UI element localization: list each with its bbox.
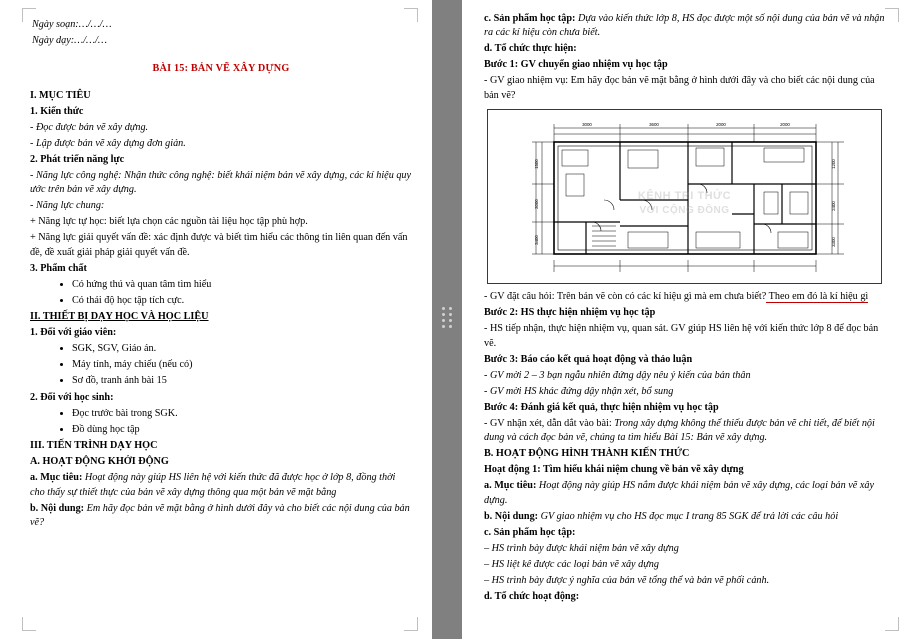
- para-hd1-muc-tieu: [484, 479, 891, 508]
- heading-to-chuc-thuc-hien: d. Tổ chức thực hiện:: [484, 43, 577, 55]
- watermark: [638, 189, 731, 219]
- drag-grip-icon[interactable]: [442, 307, 452, 333]
- text-dat-cau-hoi-underlined: Theo em đó là kí hiệu gì: [766, 291, 869, 303]
- para-buoc-3-body-2: - GV mời HS khác đứng dậy nhận xét, bổ sung: [484, 385, 674, 397]
- heading-hoat-dong-1: Hoạt động 1: Tìm hiểu khái niệm chung về bản vẽ xây dựng: [484, 464, 744, 476]
- dim-top-4: 2000: [780, 122, 790, 128]
- margin-mark-top-right: [404, 8, 418, 22]
- dim-left-3: 3400: [534, 235, 539, 246]
- list-pham-chat: [30, 278, 412, 308]
- dim-left-2: 2000: [534, 199, 539, 210]
- watermark-line-2: VỚI CỘNG ĐỒNG: [639, 205, 730, 217]
- dim-top-1: 3000: [582, 122, 592, 128]
- para-hd1-sp-2: – HS liệt kê được các loại bản vẽ xây dựng: [484, 558, 659, 570]
- text-hd1-muc-tieu: Hoạt động này giúp HS nắm được khái niệm bản vẽ xây dựng, các loại bản vẽ xây dựng.: [484, 480, 874, 506]
- list-item: • Sơ đồ, tranh ảnh bài 15: [72, 374, 412, 388]
- heading-muc-tieu: I. MỤC TIÊU: [30, 89, 91, 101]
- para-giao-nhiem-vu: - GV giao nhiệm vụ: Em hãy đọc bản vẽ mặt bằng ở hình dưới đây và cho biết các nội dung của bản vẽ?: [484, 75, 875, 101]
- dim-right-1: 1200: [831, 159, 836, 170]
- margin-mark-top-left: [22, 8, 36, 22]
- heading-doi-voi-giao-vien: 1. Đối với giáo viên:: [30, 327, 117, 339]
- list-hoc-sinh: [30, 407, 412, 437]
- text-buoc-4-quote: Trong xây dựng không thể thiếu được bản vẽ chi tiết, để biết nội dung và cách đọc bản vẽ, chúng ta tìm hiểu Bài 15: Bản vẽ xây dựng.: [484, 417, 875, 444]
- heading-hd1-san-pham: c. Sản phẩm học tập:: [484, 526, 576, 538]
- para-hd1-noi-dung: [484, 510, 891, 524]
- text-muc-tieu: Hoạt động này giúp HS liên hệ với kiến thức đã được học ở lớp 8, đồng thời cho thấy sự thiết thực của bản vẽ xây dựng thông qua một bản vẽ mặt bằng: [30, 472, 396, 498]
- list-item: • Đồ dùng học tập: [72, 423, 412, 437]
- text-san-pham: Dựa vào kiến thức lớp 8, HS đọc được một số nội dung của bản vẽ và nhận ra các kí hiệu còn chưa biết.: [484, 13, 885, 39]
- watermark-line-1: KÊNH TRI THỨC: [637, 189, 732, 202]
- para-lap-ban-ve: - Lập được bản vẽ xây dựng đơn giản.: [30, 137, 186, 149]
- text-dat-cau-hoi: - GV đặt câu hỏi: Trên bản vẽ còn có các kí hiệu gì mà em chưa biết?: [484, 291, 767, 303]
- label-hd1-muc-tieu: a. Mục tiêu:: [484, 480, 537, 492]
- para-nang-luc-giai-quyet-van-de: + Năng lực giải quyết vấn đề: xác định được và biết tìm hiểu các thông tin liên quan đến vấn đề, đề xuất giải pháp giải quyết vấn đề.: [30, 232, 408, 258]
- margin-mark-bottom-left: [22, 617, 36, 631]
- floor-plan-figure: [487, 109, 882, 284]
- text-hd1-noi-dung: GV giao nhiệm vụ cho HS đọc mục I trang 85 SGK để trả lời các câu hỏi: [538, 510, 839, 522]
- para-buoc-4-body: [484, 417, 891, 446]
- heading-buoc-1: Bước 1: GV chuyển giao nhiệm vụ học tập: [484, 59, 668, 71]
- dim-top-2: 3600: [649, 122, 659, 128]
- heading-tien-trinh-day-hoc: III. TIẾN TRÌNH DẠY HỌC: [30, 440, 158, 452]
- heading-kien-thuc: 1. Kiến thức: [30, 105, 84, 117]
- para-muc-tieu-khoi-dong: [30, 471, 412, 500]
- text-buoc-4-lead: - GV nhận xét, dẫn dắt vào bài:: [484, 417, 615, 429]
- heading-hoat-dong-khoi-dong: A. HOẠT ĐỘNG KHỞI ĐỘNG: [30, 456, 169, 468]
- dim-right-2: 2400: [831, 201, 836, 212]
- list-giao-vien: [30, 342, 412, 388]
- heading-pham-chat: 3. Phẩm chất: [30, 262, 87, 274]
- list-item: • Máy tính, máy chiếu (nếu có): [72, 358, 412, 372]
- text-noi-dung: Em hãy đọc bản vẽ mặt bằng ở hình dưới đây và cho biết các nội dung của bản vẽ?: [30, 502, 410, 529]
- dim-right-3: 3300: [831, 237, 836, 248]
- para-nang-luc-chung: - Năng lực chung:: [30, 200, 105, 212]
- document-page-left: [0, 0, 432, 639]
- page-gutter-handle[interactable]: [432, 0, 462, 639]
- label-noi-dung: b. Nội dung:: [30, 502, 85, 514]
- right-page-content: [462, 0, 913, 616]
- heading-hd1-to-chuc: d. Tổ chức hoạt động:: [484, 590, 580, 602]
- dim-left-1: 1500: [534, 159, 539, 170]
- para-nang-luc-tu-hoc: + Năng lực tự học: biết lựa chọn các nguồn tài liệu học tập phù hợp.: [30, 216, 308, 228]
- date-prepared: Ngày soạn:…/…/…: [32, 19, 112, 30]
- list-item: • Có hứng thú và quan tâm tìm hiểu: [72, 278, 412, 292]
- heading-buoc-4: Bước 4: Đánh giá kết quả, thực hiện nhiệm vụ học tập: [484, 401, 719, 413]
- dim-top-3: 2000: [716, 122, 726, 128]
- date-taught: Ngày dạy:…/…/…: [32, 34, 107, 46]
- list-item: • Có thái độ học tập tích cực.: [72, 294, 412, 308]
- para-nang-luc-cong-nghe: - Năng lực công nghệ: Nhận thức công nghệ: biết khái niệm bản vẽ xây dựng, các kí hiệu quy ước trên bản vẽ xây dựng.: [30, 169, 412, 196]
- list-item: • Đọc trước bài trong SGK.: [72, 407, 412, 421]
- heading-buoc-2: Bước 2: HS thực hiện nhiệm vụ học tập: [484, 307, 656, 319]
- heading-hinh-thanh-kien-thuc: B. HOẠT ĐỘNG HÌNH THÀNH KIẾN THỨC: [484, 448, 690, 460]
- para-hd1-sp-1: – HS trình bày được khái niệm bản vẽ xây dựng: [484, 542, 679, 554]
- heading-buoc-3: Bước 3: Báo cáo kết quả hoạt động và thảo luận: [484, 353, 693, 365]
- margin-mark-top-right: [885, 8, 899, 22]
- para-san-pham-hoc-tap: [484, 12, 891, 41]
- para-noi-dung-khoi-dong: [30, 502, 412, 531]
- para-buoc-3-body-1: - GV mời 2 – 3 bạn ngẫu nhiên đứng dậy nêu ý kiến của bản thân: [484, 369, 751, 381]
- para-doc-ban-ve: - Đọc được bản vẽ xây dựng.: [30, 121, 149, 133]
- heading-doi-voi-hoc-sinh: 2. Đối với học sinh:: [30, 391, 114, 403]
- para-hd1-sp-3: – HS trình bày được ý nghĩa của bản vẽ tổng thể và bản vẽ phối cảnh.: [484, 574, 770, 586]
- list-item: • SGK, SGV, Giáo án.: [72, 342, 412, 356]
- label-muc-tieu: a. Mục tiêu:: [30, 472, 83, 484]
- heading-thiet-bi-day-hoc: II. THIẾT BỊ DẠY HỌC VÀ HỌC LIỆU: [30, 311, 209, 323]
- left-page-content: [0, 0, 432, 542]
- para-buoc-2-body: - HS tiếp nhận, thực hiện nhiệm vụ, quan sát. GV giúp HS liên hệ với kiến thức lớp 8 để đọc bản vẽ.: [484, 323, 879, 349]
- label-san-pham: c. Sản phẩm học tập:: [484, 13, 576, 24]
- margin-mark-bottom-right: [404, 617, 418, 631]
- document-page-right: [462, 0, 913, 639]
- para-dat-cau-hoi: [484, 290, 891, 304]
- label-hd1-noi-dung: b. Nội dung:: [484, 510, 539, 522]
- margin-mark-bottom-right: [885, 617, 899, 631]
- lesson-title: BÀI 15: BẢN VẼ XÂY DỰNG: [152, 63, 290, 75]
- heading-phat-trien-nang-luc: 2. Phát triển năng lực: [30, 153, 125, 165]
